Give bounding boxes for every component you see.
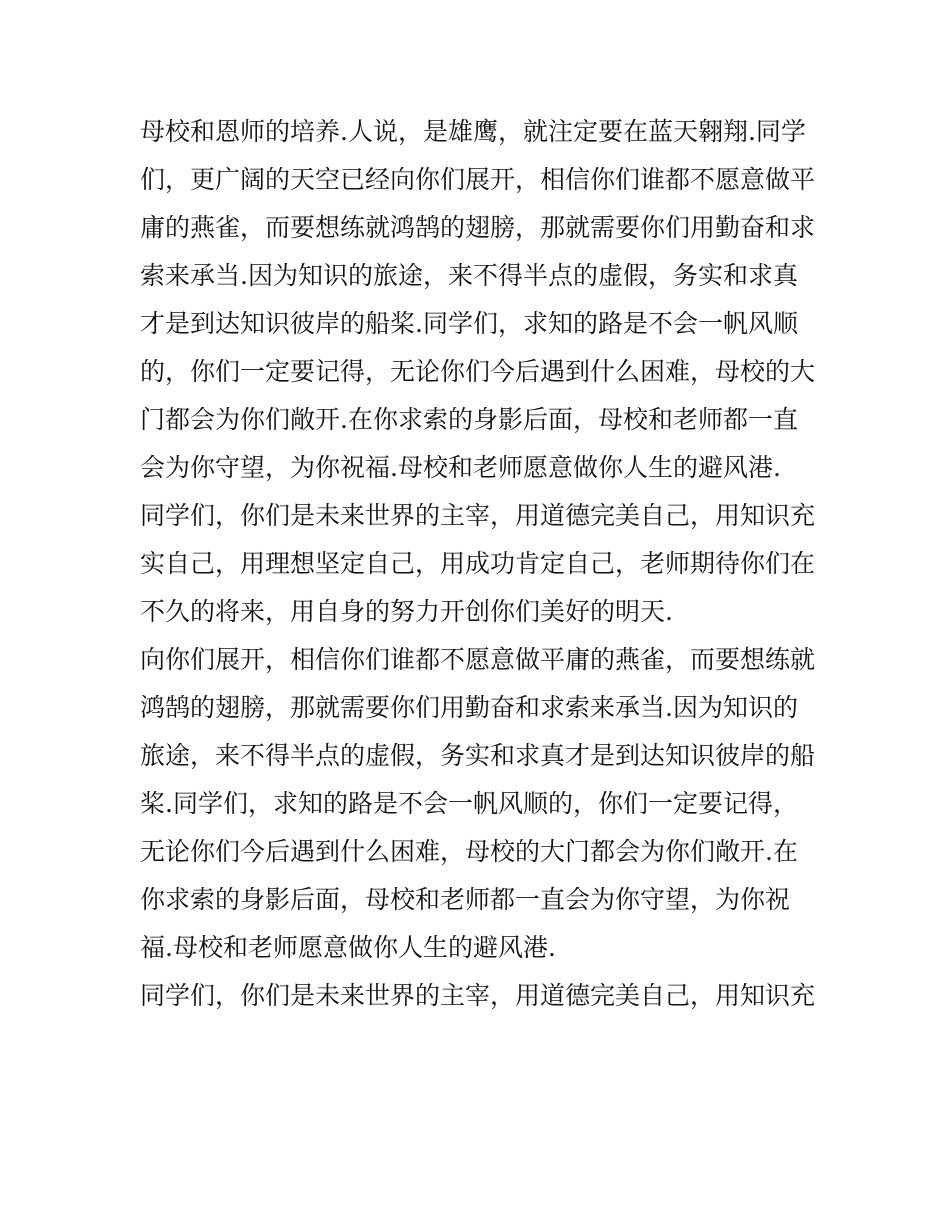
text-line: 母校和恩师的培养.人说，是雄鹰，就注定要在蓝天翱翔.同学	[140, 117, 806, 146]
text-line: 才是到达知识彼岸的船桨.同学们，求知的路是不会一帆风顺	[140, 309, 798, 338]
text-line: 旅途，来不得半点的虚假，务实和求真才是到达知识彼岸的船	[140, 741, 816, 770]
text-line: 向你们展开，相信你们谁都不愿意做平庸的燕雀，而要想练就	[140, 645, 816, 674]
text-line: 同学们，你们是未来世界的主宰，用道德完美自己，用知识充	[140, 981, 816, 1010]
text-line: 的，你们一定要记得，无论你们今后遇到什么困难，母校的大	[140, 357, 816, 386]
text-line: 同学们，你们是未来世界的主宰，用道德完美自己，用知识充	[140, 501, 816, 530]
text-line: 们，更广阔的天空已经向你们展开，相信你们谁都不愿意做平	[140, 165, 816, 194]
text-line: 无论你们今后遇到什么困难，母校的大门都会为你们敞开.在	[140, 837, 798, 866]
text-line: 门都会为你们敞开.在你求索的身影后面，母校和老师都一直	[140, 405, 798, 434]
text-line: 实自己，用理想坚定自己，用成功肯定自己，老师期待你们在	[140, 549, 816, 578]
text-line: 索来承当.因为知识的旅途，来不得半点的虚假，务实和求真	[140, 261, 798, 290]
text-line: 福.母校和老师愿意做你人生的避风港.	[140, 933, 556, 962]
body-text	[140, 108, 820, 1020]
text-line: 桨.同学们，求知的路是不会一帆风顺的，你们一定要记得，	[140, 789, 798, 818]
text-line: 会为你守望，为你祝福.母校和老师愿意做你人生的避风港.	[140, 453, 781, 482]
text-line: 鸿鹄的翅膀，那就需要你们用勤奋和求索来承当.因为知识的	[140, 693, 798, 722]
text-line: 庸的燕雀，而要想练就鸿鹄的翅膀，那就需要你们用勤奋和求	[140, 213, 816, 242]
text-line: 你求索的身影后面，母校和老师都一直会为你守望，为你祝	[140, 885, 791, 914]
text-line: 不久的将来，用自身的努力开创你们美好的明天.	[140, 597, 673, 626]
